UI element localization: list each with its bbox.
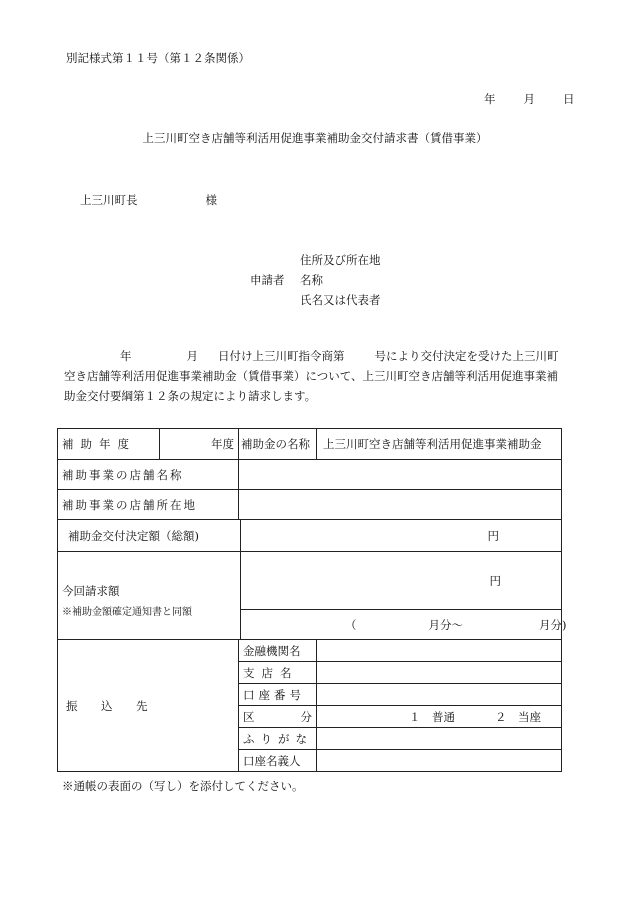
- store-name-field[interactable]: [239, 460, 562, 490]
- transfer-label: 振 込 先: [58, 640, 239, 772]
- applicant-block: [250, 250, 381, 310]
- footnote: ※通帳の表面の（写し）を添付してください。: [62, 779, 304, 793]
- decided-amount-unit: 円: [487, 528, 500, 543]
- claim-period-field[interactable]: [241, 610, 567, 640]
- branch-field[interactable]: [317, 662, 562, 684]
- address-label: 住所及び所在地: [300, 253, 381, 267]
- store-name-label: 補助事業の店舗名称: [58, 460, 239, 490]
- date-month: 月: [523, 92, 535, 106]
- kubun-label: 区分: [239, 706, 317, 728]
- request-statement: [64, 346, 569, 406]
- date-line: [484, 91, 575, 107]
- claim-amount-label-cell: [58, 552, 241, 640]
- kubun-field[interactable]: [317, 706, 562, 728]
- period-to: 月分): [539, 617, 567, 632]
- date-year: 年: [484, 92, 496, 106]
- decided-amount-field[interactable]: [241, 520, 562, 552]
- claim-table: [57, 428, 567, 772]
- name-label: 名称: [300, 273, 323, 287]
- applicant-label: 申請者: [250, 273, 285, 287]
- subsidy-name-label: 補助金の名称: [239, 429, 317, 460]
- decided-amount-label: 補助金交付決定額（総額): [58, 520, 241, 552]
- date-day: 日: [563, 92, 575, 106]
- account-holder-field[interactable]: [317, 750, 562, 772]
- body-text: 号により交付決定を受けた上三川町空き店舗等利活用促進事業補助金（賃借事業）について、上三川町空き店舗等利活用促進事業補助金交付要綱第１２条の規定により請求します。: [64, 349, 559, 403]
- fiscal-year-unit: 年度: [160, 429, 239, 460]
- body-dated: 日付け上三川町指令商第: [218, 349, 345, 363]
- bank-field[interactable]: [317, 640, 562, 662]
- period-from: 月分～: [428, 617, 463, 632]
- claim-amount-label: 今回請求額: [62, 584, 120, 598]
- body-month: 月: [186, 349, 198, 363]
- form-number-label: 別記様式第１１号（第１２条関係）: [66, 51, 250, 65]
- kubun-option-ordinary[interactable]: １ 普通: [409, 709, 456, 724]
- store-address-label: 補助事業の店舗所在地: [58, 490, 239, 520]
- furigana-label: ふりがな: [239, 728, 317, 750]
- recipient-line: [80, 192, 217, 208]
- subsidy-name-value: 上三川町空き店舗等利活用促進事業補助金: [317, 429, 562, 460]
- account-holder-label: 口座名義人: [239, 750, 317, 772]
- claim-amount-note: ※補助金額確定通知書と同額: [62, 607, 192, 618]
- body-year: 年: [120, 349, 132, 363]
- fiscal-year-label: 補助年度: [58, 429, 160, 460]
- claim-amount-field[interactable]: [241, 552, 562, 610]
- period-open: （: [345, 617, 357, 632]
- page-title: 上三川町空き店舗等利活用促進事業補助金交付請求書（賃借事業）: [142, 131, 488, 145]
- representative-label: 氏名又は代表者: [300, 293, 381, 307]
- branch-label: 支店名: [239, 662, 317, 684]
- bank-label: 金融機関名: [239, 640, 317, 662]
- account-number-field[interactable]: [317, 684, 562, 706]
- store-address-field[interactable]: [239, 490, 562, 520]
- claim-amount-unit: 円: [489, 573, 502, 588]
- account-number-label: 口座番号: [239, 684, 317, 706]
- kubun-option-current[interactable]: ２ 当座: [495, 709, 542, 724]
- recipient-name: 上三川町長: [80, 193, 138, 207]
- furigana-field[interactable]: [317, 728, 562, 750]
- recipient-honorific: 様: [205, 193, 217, 207]
